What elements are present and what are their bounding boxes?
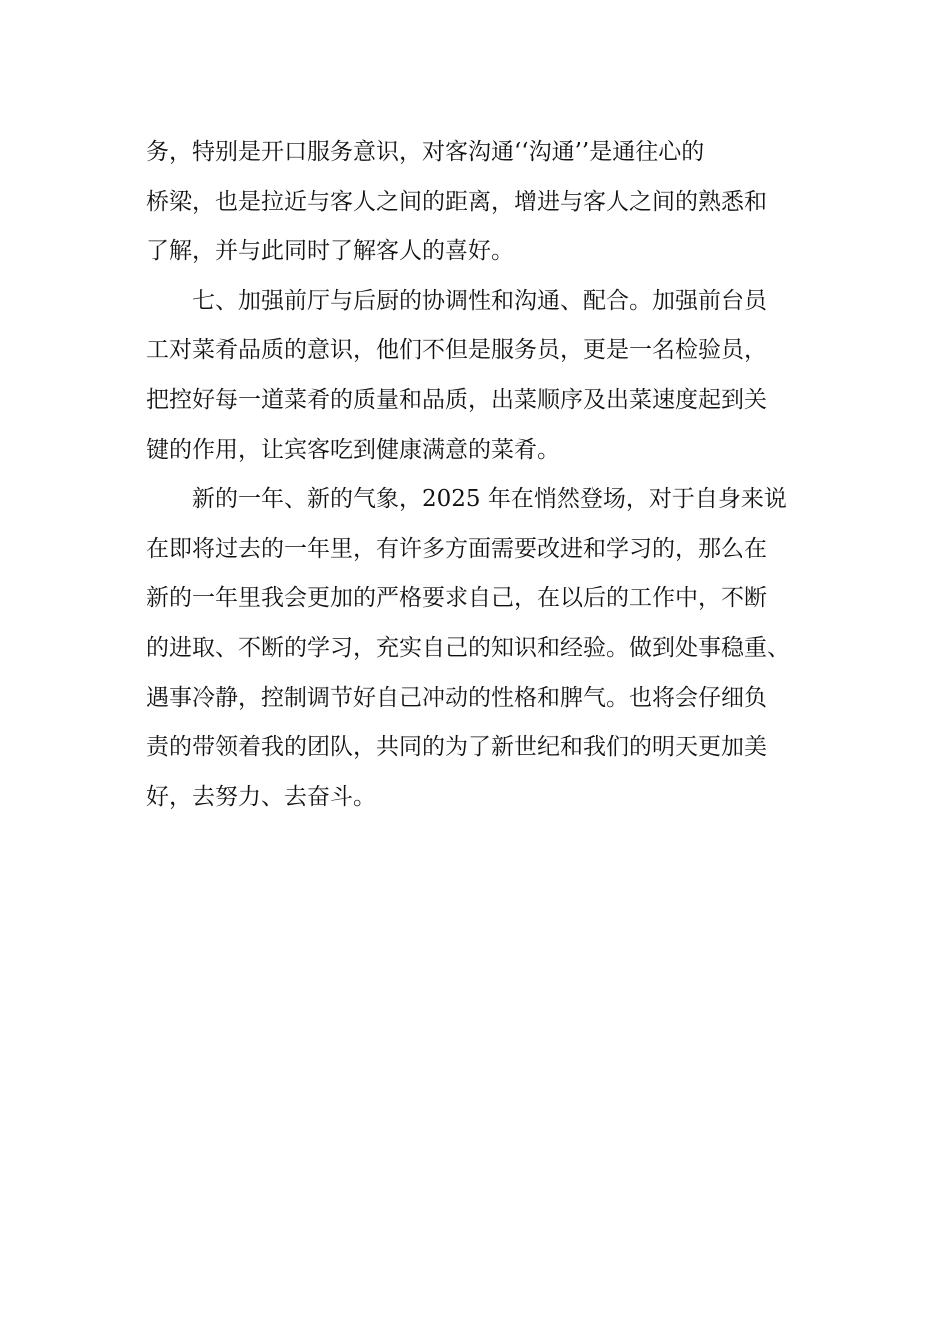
text-line: 的进取、不断的学习，充实自己的知识和经验。做到处事稳重、 xyxy=(146,634,790,661)
text-line: 新的一年、新的气象，2025 年在悄然登场，对于自身来说 xyxy=(146,486,787,513)
text-line: 责的带领着我的团队，共同的为了新世纪和我们的明天更加美 xyxy=(146,734,767,761)
text-line: 工对菜肴品质的意识，他们不但是服务员，更是一名检验员， xyxy=(146,337,767,364)
text-line: 键的作用，让宾客吃到健康满意的菜肴。 xyxy=(146,436,560,463)
text-line: 在即将过去的一年里，有许多方面需要改进和学习的，那么在 xyxy=(146,535,767,562)
text-line: 遇事冷静，控制调节好自己冲动的性格和脾气。也将会仔细负 xyxy=(146,684,767,711)
text-line: 务，特别是开口服务意识，对客沟通‘‘沟通’’是通往心的 xyxy=(146,139,705,165)
text-line: 了解，并与此同时了解客人的喜好。 xyxy=(146,238,514,265)
text-line: 七、加强前厅与后厨的协调性和沟通、配合。加强前台员 xyxy=(146,287,767,314)
text-line: 桥梁，也是拉近与客人之间的距离，增进与客人之间的熟悉和 xyxy=(146,188,767,215)
text-line: 新的一年里我会更加的严格要求自己，在以后的工作中，不断 xyxy=(146,585,767,612)
paragraph-new-year-plan xyxy=(146,475,808,822)
paragraph-front-back-coordination xyxy=(146,277,808,475)
document-body xyxy=(146,128,808,822)
paragraph-service-communication xyxy=(146,128,808,277)
text-line: 把控好每一道菜肴的质量和品质，出菜顺序及出菜速度起到关 xyxy=(146,386,767,413)
text-line: 好，去努力、去奋斗。 xyxy=(146,783,376,810)
